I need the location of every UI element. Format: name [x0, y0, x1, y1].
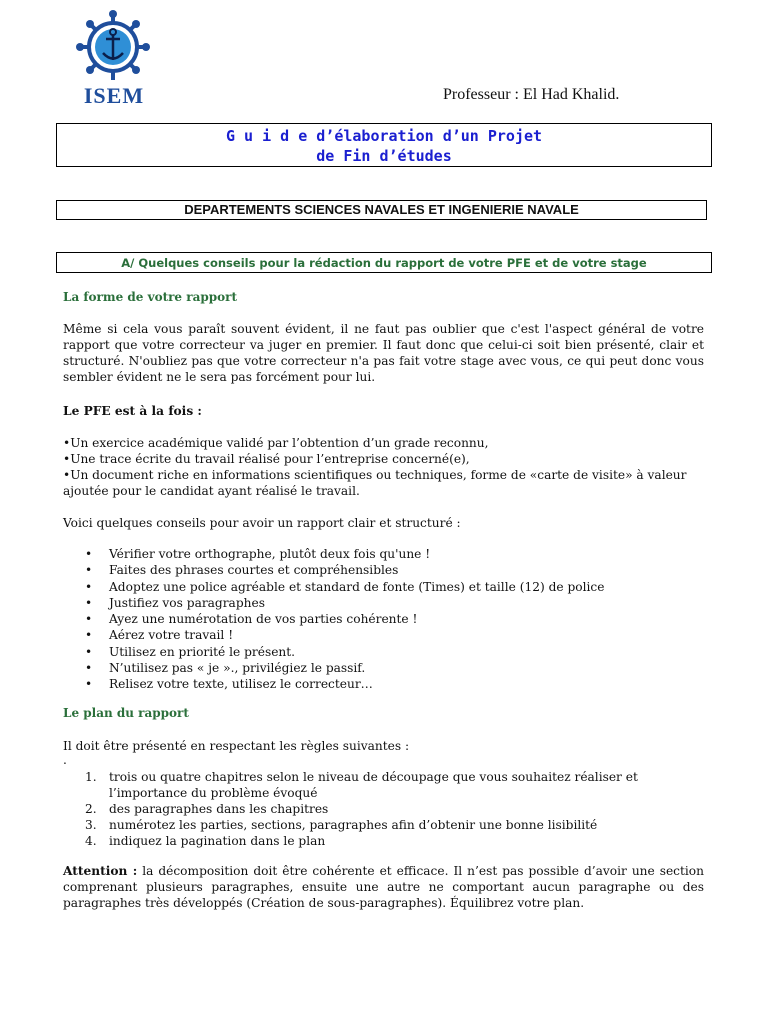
- plan-intro: Il doit être présenté en respectant les règles suivantes :: [63, 739, 410, 753]
- list-item: • Justifiez vos paragraphes: [85, 595, 265, 610]
- bullet-icon: •: [85, 547, 93, 561]
- list-item: • Adoptez une police agréable et standard de fonte (Times) et taille (12) de police: [85, 579, 605, 594]
- bullet-icon: •: [85, 628, 93, 643]
- conseils-intro: Voici quelques conseils pour avoir un rapport clair et structuré :: [63, 516, 461, 530]
- section-a-heading: A/ Quelques conseils pour la rédaction du rapport de votre PFE et de votre stage: [56, 252, 712, 273]
- bullet-icon: •: [85, 563, 93, 578]
- bullet-icon: •: [85, 579, 93, 594]
- list-item: • Aérez votre travail !: [85, 628, 234, 643]
- list-item: • N’utilisez pas « je »., privilégiez le passif.: [85, 661, 366, 676]
- list-item: • Relisez votre texte, utilisez le correcteur…: [85, 677, 373, 692]
- professor-name: Professeur : El Had Khalid.: [443, 86, 620, 103]
- list-item: • Faites des phrases courtes et compréhensibles: [85, 563, 399, 578]
- pfe-item: •Une trace écrite du travail réalisé pour l’entreprise concerné(e),: [63, 452, 470, 466]
- bullet-icon: •: [85, 661, 93, 676]
- department-box: DEPARTEMENTS SCIENCES NAVALES ET INGENIERIE NAVALE: [56, 200, 707, 220]
- bullet-icon: •: [85, 612, 93, 627]
- attention-text: la décomposition doit être cohérente et efficace. Il n’est pas possible d’avoir une section comprenant plusieurs paragraphes, ensuite une autre ne comportant aucun paragraphe ou des paragraphes très développés (Création de sous-paragraphes). Équilibrez votre plan.: [63, 864, 704, 910]
- pfe-item: •Un exercice académique validé par l’obtention d’un grade reconnu,: [63, 436, 489, 450]
- list-item: 1. trois ou quatre chapitres selon le niveau de découpage que vous souhaitez réaliser et l’importance du problème évoqué: [85, 770, 638, 800]
- bullet-icon: •: [85, 677, 93, 692]
- forme-heading: La forme de votre rapport: [63, 290, 237, 304]
- list-item: • Utilisez en priorité le présent.: [85, 644, 296, 659]
- document-title-line2: de Fin d’études: [316, 147, 452, 165]
- list-item: 4. indiquez la pagination dans le plan: [85, 834, 326, 848]
- bullet-icon: •: [85, 595, 93, 610]
- bullet-icon: •: [85, 644, 93, 659]
- pfe-item: •Un document riche en informations scientifiques ou techniques, forme de «carte de visite» à valeur ajoutée pour le candidat ayant réalisé le travail.: [63, 468, 687, 498]
- pfe-heading: Le PFE est à la fois :: [63, 404, 202, 418]
- list-item: 2. des paragraphes dans les chapitres: [85, 802, 329, 816]
- plan-dot: .: [63, 753, 67, 767]
- conseils-list: [63, 546, 703, 693]
- logo-text: ISEM: [83, 83, 145, 108]
- attention-paragraph: [63, 863, 704, 911]
- list-item: • Vérifier votre orthographe, plutôt deux fois qu'une !: [85, 547, 431, 561]
- plan-heading: Le plan du rapport: [63, 706, 189, 720]
- list-item: 3. numérotez les parties, sections, paragraphes afin d’obtenir une bonne lisibilité: [85, 818, 598, 832]
- attention-label: Attention :: [63, 864, 138, 878]
- pfe-list: [63, 435, 704, 499]
- forme-paragraph: Même si cela vous paraît souvent évident, il ne faut pas oublier que c'est l'aspect général de votre rapport que votre correcteur va juger en premier. Il faut donc que celui-ci soit bien présenté, clair et structuré. N'oubliez pas que votre correcteur n'a pas fait votre stage avec vous, ce qui peut donc vous sembler évident ne le sera pas forcément pour lui.: [63, 322, 704, 384]
- document-title-line1: G u i d e d’élaboration d’un Projet: [225, 127, 543, 145]
- document-title-box: [56, 123, 712, 167]
- list-item: • Ayez une numérotation de vos parties cohérente !: [85, 612, 418, 627]
- plan-list: [63, 769, 704, 849]
